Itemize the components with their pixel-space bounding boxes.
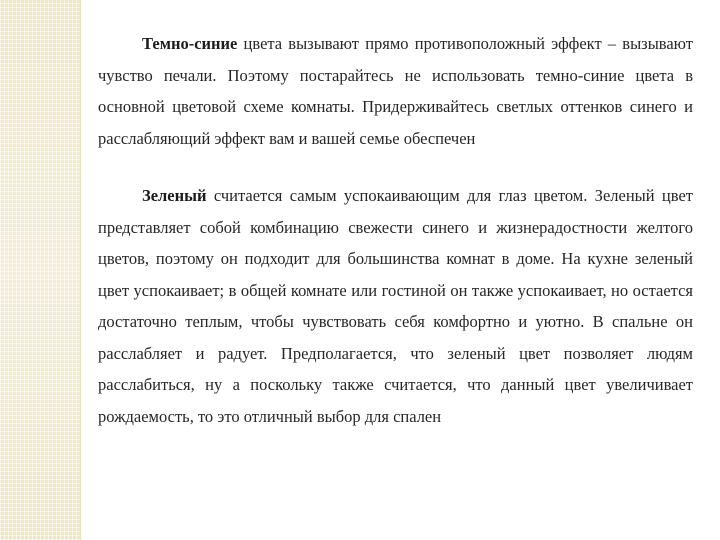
- paragraph-text: цвета вызывают прямо противоположный эффект – вызывают чувство печали. Поэтому постарайтесь не использовать темно-синие цвета в основной цветовой схеме комнаты. Придерживайтесь светлых оттенков синего и расслабляющий эффект вам и вашей семье обеспечен: [98, 34, 693, 148]
- slide-text-body: [98, 28, 693, 432]
- paragraph-lead-term: Темно-синие: [142, 34, 238, 53]
- paragraph-lead-term: Зеленый: [142, 186, 207, 205]
- decorative-side-band: [0, 0, 80, 540]
- side-band-divider: [80, 0, 81, 540]
- paragraph-dark-blue: [98, 28, 693, 154]
- paragraph-green: [98, 180, 693, 432]
- paragraph-text: считается самым успокаивающим для глаз цветом. Зеленый цвет представляет собой комбинацию свежести синего и жизнерадостности желтого цветов, поэтому он подходит для большинства комнат в доме. На кухне зеленый цвет успокаивает; в общей комнате или гостиной он также успокаивает, но остается достаточно теплым, чтобы чувствовать себя комфортно и уютно. В спальне он расслабляет и радует. Предполагается, что зеленый цвет позволяет людям расслабиться, ну а поскольку также считается, что данный цвет увеличивает рождаемость, то это отличный выбор для спален: [98, 186, 693, 426]
